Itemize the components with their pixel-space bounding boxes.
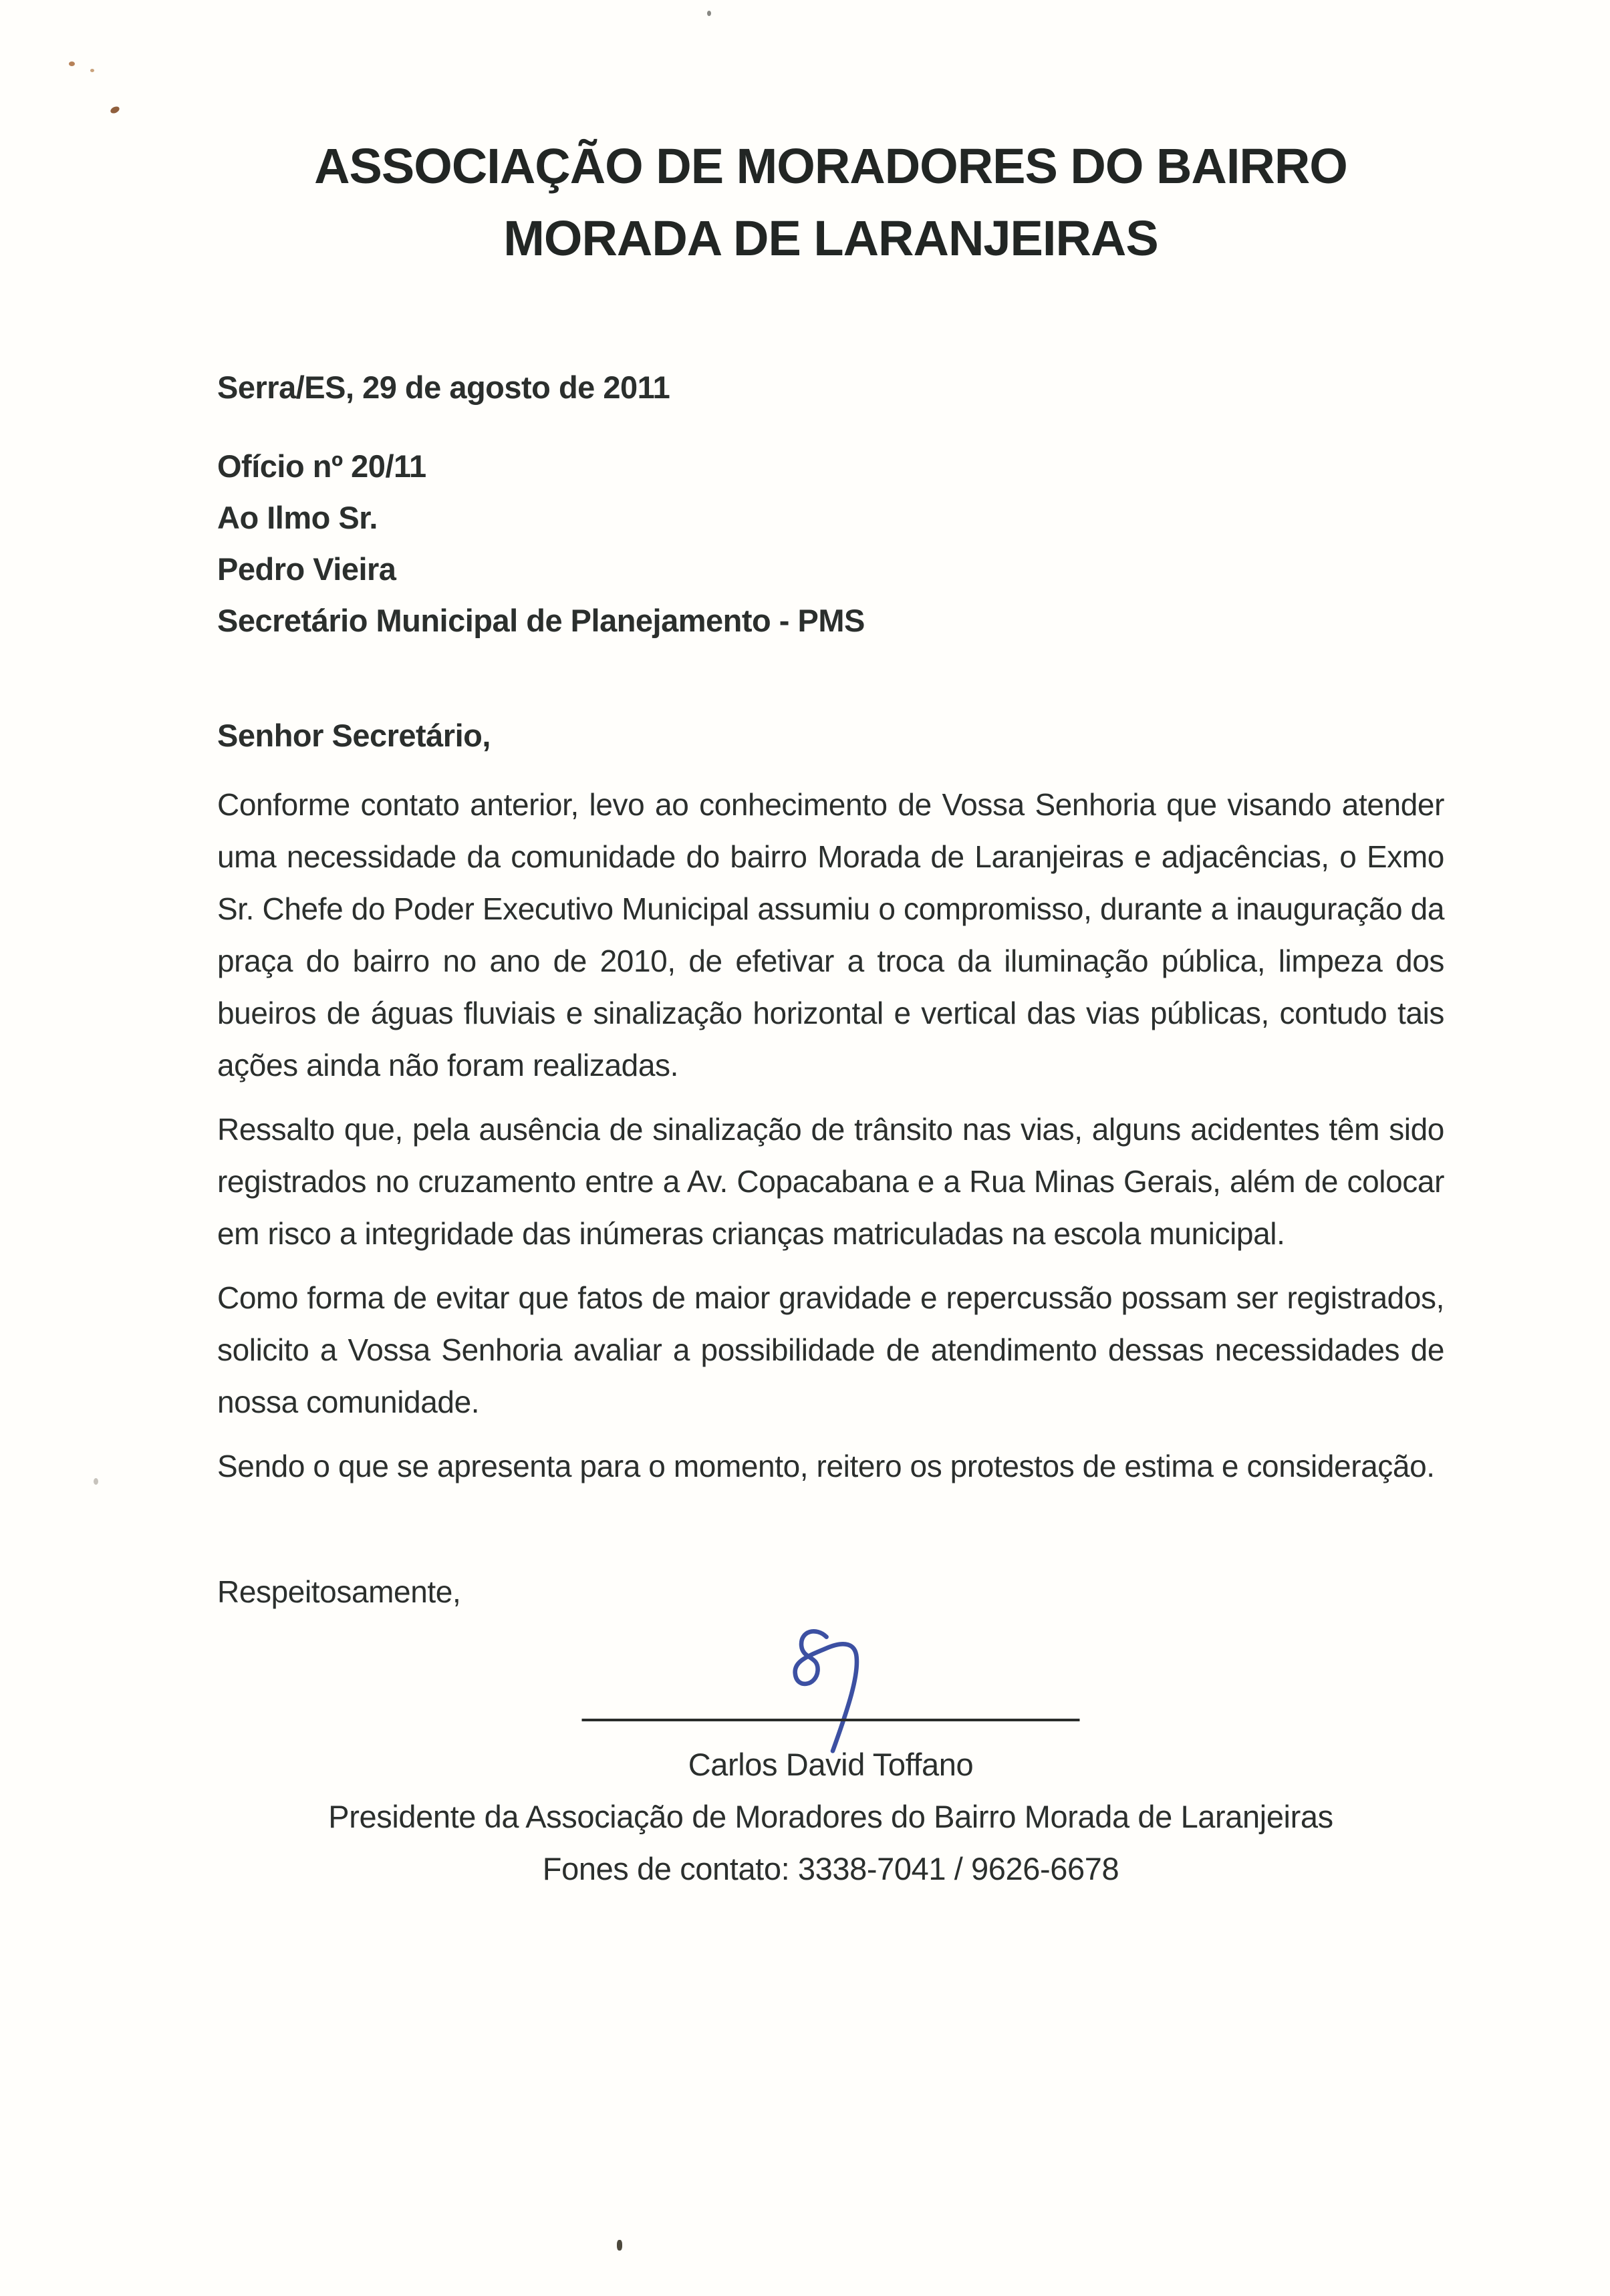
letter-title-line2: MORADA DE LARANJEIRAS <box>503 210 1158 266</box>
paragraph-4: Sendo o que se apresenta para o momento, reitero os protestos de estima e consideração. <box>217 1449 1435 1483</box>
paragraph-1: Conforme contato anterior, levo ao conhecimento de Vossa Senhoria que visando atender uma necessidade da comunidade do bairro Morada de Laranjeiras e adjacências, o Exmo Sr. Chefe do Poder Executivo Municipal assumiu o compromisso, durante a inauguração da praça do bairro no ano de 2010, de efetivar a troca da iluminação pública, limpeza dos bueiros de águas fluviais e sinalização horizontal e vertical das vias públicas, contudo tais ações ainda não foram realizadas. <box>217 787 1444 1083</box>
signer-name: Carlos David Toffano <box>688 1747 974 1782</box>
letter-title-line1: ASSOCIAÇÃO DE MORADORES DO BAIRRO <box>314 138 1347 194</box>
signature-block <box>217 1631 1444 1895</box>
salutation: Senhor Secretário, <box>217 718 491 753</box>
dateline: Serra/ES, 29 de agosto de 2011 <box>217 370 670 405</box>
signer-role: Presidente da Associação de Moradores do Bairro Morada de Laranjeiras <box>328 1799 1333 1834</box>
oficio-number: Ofício nº 20/11 <box>217 448 426 484</box>
scan-speck <box>90 69 94 72</box>
signature-stroke <box>795 1631 857 1751</box>
signer-contact: Fones de contato: 3338-7041 / 9626-6678 <box>542 1851 1119 1886</box>
scan-speck <box>69 61 75 66</box>
scan-speck <box>94 1478 98 1485</box>
signature-area <box>217 1631 1444 1721</box>
recipient-name: Pedro Vieira <box>217 551 396 587</box>
closing-salutation: Respeitosamente, <box>217 1574 461 1609</box>
recipient-role: Secretário Municipal de Planejamento - PMS <box>217 603 865 638</box>
scan-speck <box>617 2240 622 2251</box>
signature-line <box>582 1719 1080 1721</box>
paragraph-3: Como forma de evitar que fatos de maior gravidade e repercussão possam ser registrados, solicito a Vossa Senhoria avaliar a possibilidade de atendimento dessas necessidades de nossa comunidade. <box>217 1280 1444 1419</box>
recipient-honorific: Ao Ilmo Sr. <box>217 500 378 535</box>
letter-content <box>217 0 1444 1895</box>
handwritten-signature <box>773 1624 873 1764</box>
recipient-block <box>217 440 1444 646</box>
letter-title <box>217 130 1444 275</box>
scan-speck <box>110 105 120 114</box>
paragraph-2: Ressalto que, pela ausência de sinalização de trânsito nas vias, alguns acidentes têm sido registrados no cruzamento entre a Av. Copacabana e a Rua Minas Gerais, além de colocar em risco a integridade das inúmeras crianças matriculadas na escola municipal. <box>217 1112 1444 1251</box>
